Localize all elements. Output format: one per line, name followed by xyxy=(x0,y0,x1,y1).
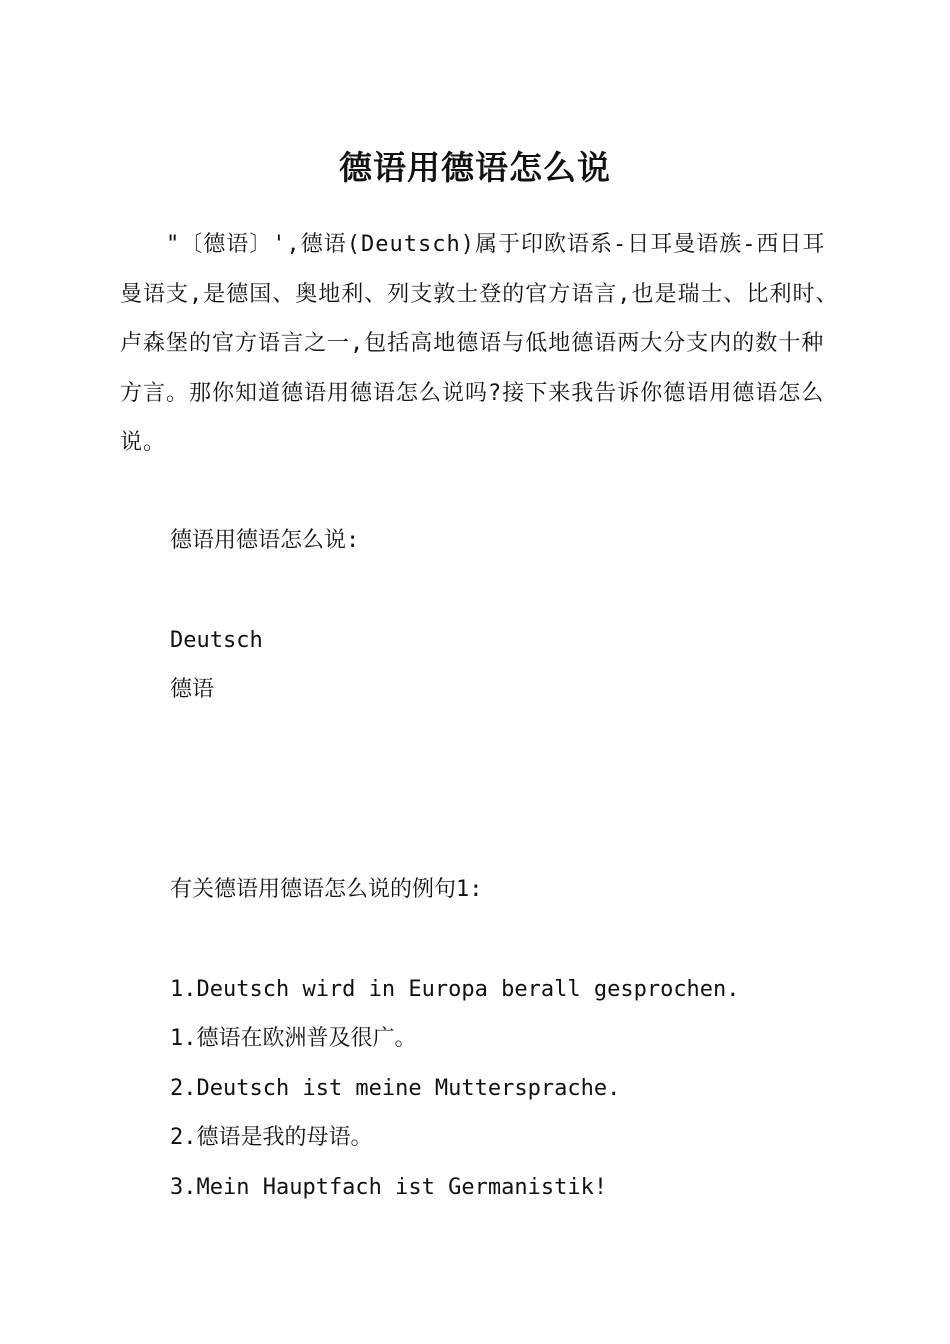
term-chinese: 德语 xyxy=(170,677,215,702)
section-heading-how-to-say: 德语用德语怎么说: xyxy=(170,528,360,553)
examples-heading: 有关德语用德语怎么说的例句1: xyxy=(170,877,483,902)
example-sentence: 2.Deutsch ist meine Muttersprache. xyxy=(170,1076,621,1101)
example-sentence: 1.Deutsch wird in Europa berall gesprochen. xyxy=(170,977,740,1002)
example-sentence: 1.德语在欧洲普及很广。 xyxy=(170,1026,417,1051)
document-title: 德语用德语怎么说 xyxy=(339,148,611,187)
example-sentence: 2.德语是我的母语。 xyxy=(170,1125,373,1150)
term-german: Deutsch xyxy=(170,628,263,653)
intro-paragraph: "〔德语〕',德语(Deutsch)属于印欧语系-日耳曼语族-西日耳曼语支,是德国、奥地利、列支敦士登的官方语言,也是瑞士、比利时、卢森堡的官方语言之一,包括高地德语与低地德语两大分支内的数十种方言。那你知道德语用德语怎么说吗?接下来我告诉你德语用德语怎么说。 xyxy=(120,232,839,455)
example-sentence: 3.Mein Hauptfach ist Germanistik! xyxy=(170,1175,608,1200)
